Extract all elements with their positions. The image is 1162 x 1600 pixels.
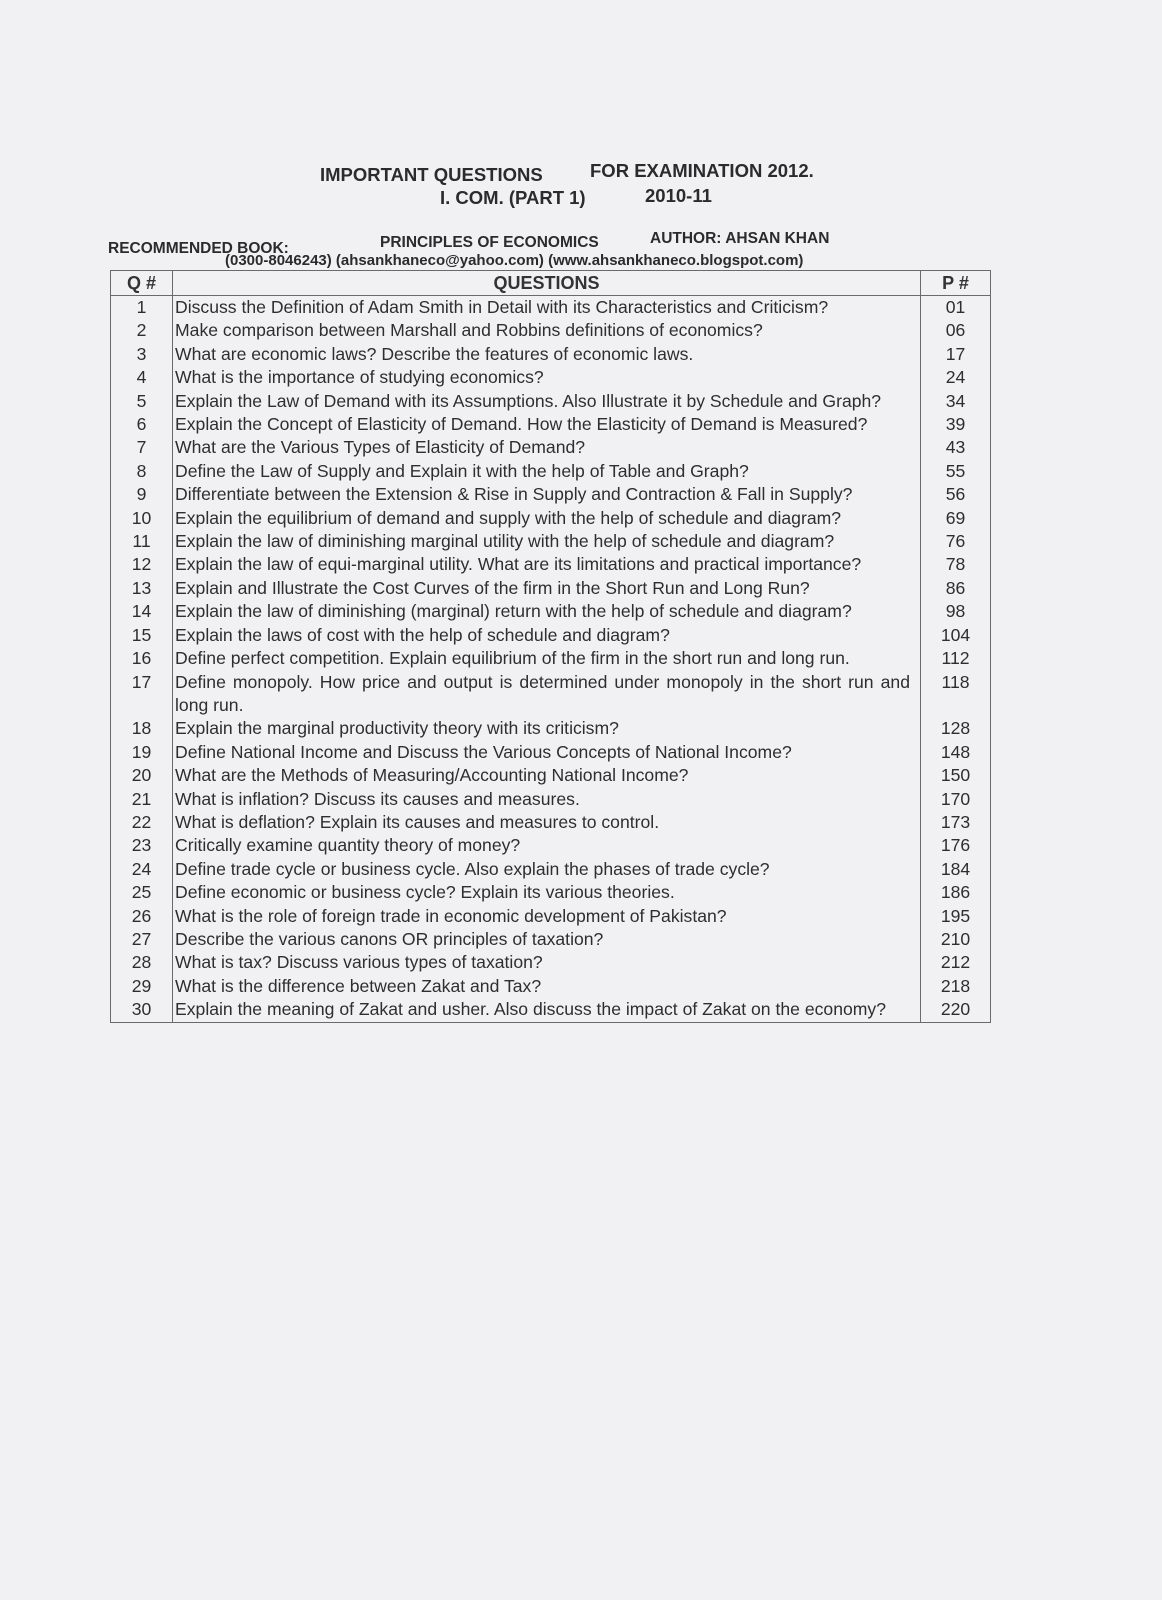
- question-text: Explain the meaning of Zakat and usher. Also discuss the impact of Zakat on the economy?: [173, 998, 921, 1022]
- column-header-qnum: Q #: [111, 271, 173, 296]
- question-number: 30: [111, 998, 173, 1022]
- question-text: What is the difference between Zakat and Tax?: [173, 975, 921, 998]
- page-number: 148: [921, 741, 991, 764]
- question-text: Define the Law of Supply and Explain it with the help of Table and Graph?: [173, 460, 921, 483]
- question-number: 14: [111, 600, 173, 623]
- question-number: 28: [111, 951, 173, 974]
- table-row: [111, 647, 991, 670]
- table-row: [111, 881, 991, 904]
- table-row: [111, 975, 991, 998]
- page-number: 78: [921, 553, 991, 576]
- table-row: [111, 834, 991, 857]
- question-text: What are economic laws? Describe the features of economic laws.: [173, 343, 921, 366]
- page-number: 06: [921, 319, 991, 342]
- table-row: [111, 741, 991, 764]
- question-number: 13: [111, 577, 173, 600]
- question-number: 16: [111, 647, 173, 670]
- question-text: Explain and Illustrate the Cost Curves of the firm in the Short Run and Long Run?: [173, 577, 921, 600]
- page-number: 220: [921, 998, 991, 1022]
- question-text: What is the role of foreign trade in economic development of Pakistan?: [173, 905, 921, 928]
- page-number: 195: [921, 905, 991, 928]
- book-name: PRINCIPLES OF ECONOMICS: [380, 234, 599, 251]
- page-number: 56: [921, 483, 991, 506]
- page-number: 55: [921, 460, 991, 483]
- question-text: Discuss the Definition of Adam Smith in Detail with its Characteristics and Criticism?: [173, 296, 921, 320]
- table-row: [111, 390, 991, 413]
- page-number: 118: [921, 671, 991, 718]
- column-header-page: P #: [921, 271, 991, 296]
- question-number: 1: [111, 296, 173, 320]
- question-text: Describe the various canons OR principles of taxation?: [173, 928, 921, 951]
- question-number: 24: [111, 858, 173, 881]
- question-text: Explain the Concept of Elasticity of Demand. How the Elasticity of Demand is Measured?: [173, 413, 921, 436]
- page-number: 150: [921, 764, 991, 787]
- table-row: [111, 905, 991, 928]
- page-number: 186: [921, 881, 991, 904]
- question-text: Define monopoly. How price and output is determined under monopoly in the short run and long run.: [173, 671, 921, 718]
- book-label: RECOMMENDED BOOK:: [108, 240, 289, 257]
- page-number: 176: [921, 834, 991, 857]
- session-label: 2010-11: [645, 185, 712, 206]
- table-row: [111, 343, 991, 366]
- question-number: 4: [111, 366, 173, 389]
- class-label: I. COM. (PART 1): [440, 187, 586, 208]
- column-header-questions: QUESTIONS: [173, 271, 921, 296]
- question-text: Explain the Law of Demand with its Assumptions. Also Illustrate it by Schedule and Graph?: [173, 390, 921, 413]
- question-number: 25: [111, 881, 173, 904]
- question-number: 18: [111, 717, 173, 740]
- question-number: 3: [111, 343, 173, 366]
- table-row: [111, 671, 991, 718]
- table-row: [111, 366, 991, 389]
- page-number: 128: [921, 717, 991, 740]
- page-number: 17: [921, 343, 991, 366]
- question-number: 10: [111, 507, 173, 530]
- question-text: What is deflation? Explain its causes and measures to control.: [173, 811, 921, 834]
- question-number: 17: [111, 671, 173, 718]
- question-text: Make comparison between Marshall and Robbins definitions of economics?: [173, 319, 921, 342]
- table-row: [111, 717, 991, 740]
- question-text: What is tax? Discuss various types of taxation?: [173, 951, 921, 974]
- question-text: What is inflation? Discuss its causes and measures.: [173, 788, 921, 811]
- table-row: [111, 507, 991, 530]
- question-text: Explain the equilibrium of demand and supply with the help of schedule and diagram?: [173, 507, 921, 530]
- table-row: [111, 624, 991, 647]
- table-row: [111, 811, 991, 834]
- question-text: Define trade cycle or business cycle. Also explain the phases of trade cycle?: [173, 858, 921, 881]
- question-number: 20: [111, 764, 173, 787]
- page-number: 43: [921, 436, 991, 459]
- question-text: Define National Income and Discuss the Various Concepts of National Income?: [173, 741, 921, 764]
- question-text: Differentiate between the Extension & Rise in Supply and Contraction & Fall in Supply?: [173, 483, 921, 506]
- question-text: Explain the law of diminishing marginal utility with the help of schedule and diagram?: [173, 530, 921, 553]
- question-number: 9: [111, 483, 173, 506]
- table-row: [111, 319, 991, 342]
- question-number: 7: [111, 436, 173, 459]
- question-number: 2: [111, 319, 173, 342]
- table-row: [111, 858, 991, 881]
- question-text: What are the Methods of Measuring/Accounting National Income?: [173, 764, 921, 787]
- question-number: 19: [111, 741, 173, 764]
- table-row: [111, 296, 991, 320]
- table-row: [111, 764, 991, 787]
- table-row: [111, 436, 991, 459]
- page-number: 112: [921, 647, 991, 670]
- table-row: [111, 928, 991, 951]
- page-number: 69: [921, 507, 991, 530]
- page-number: 104: [921, 624, 991, 647]
- questions-body: [111, 296, 991, 1023]
- author-label: AUTHOR: AHSAN KHAN: [650, 230, 830, 247]
- table-header-row: [111, 271, 991, 296]
- questions-table: [110, 270, 991, 1023]
- question-number: 12: [111, 553, 173, 576]
- question-number: 6: [111, 413, 173, 436]
- question-number: 5: [111, 390, 173, 413]
- question-number: 15: [111, 624, 173, 647]
- question-text: What is the importance of studying economics?: [173, 366, 921, 389]
- page-number: 98: [921, 600, 991, 623]
- page-number: 39: [921, 413, 991, 436]
- question-text: Explain the marginal productivity theory with its criticism?: [173, 717, 921, 740]
- page-number: 170: [921, 788, 991, 811]
- table-row: [111, 460, 991, 483]
- page-number: 01: [921, 296, 991, 320]
- question-number: 11: [111, 530, 173, 553]
- title-right: FOR EXAMINATION 2012.: [590, 160, 814, 181]
- table-row: [111, 951, 991, 974]
- page-number: 24: [921, 366, 991, 389]
- table-row: [111, 530, 991, 553]
- question-number: 29: [111, 975, 173, 998]
- table-row: [111, 553, 991, 576]
- table-row: [111, 788, 991, 811]
- question-text: Explain the law of diminishing (marginal) return with the help of schedule and diagram?: [173, 600, 921, 623]
- table-row: [111, 577, 991, 600]
- question-text: Explain the law of equi-marginal utility. What are its limitations and practical importance?: [173, 553, 921, 576]
- question-number: 22: [111, 811, 173, 834]
- question-number: 8: [111, 460, 173, 483]
- table-row: [111, 998, 991, 1022]
- page-number: 76: [921, 530, 991, 553]
- table-row: [111, 600, 991, 623]
- question-text: Define perfect competition. Explain equilibrium of the firm in the short run and long run.: [173, 647, 921, 670]
- page-number: 184: [921, 858, 991, 881]
- question-number: 26: [111, 905, 173, 928]
- question-text: Explain the laws of cost with the help of schedule and diagram?: [173, 624, 921, 647]
- page-number: 212: [921, 951, 991, 974]
- question-number: 23: [111, 834, 173, 857]
- table-row: [111, 413, 991, 436]
- page-number: 173: [921, 811, 991, 834]
- question-text: Critically examine quantity theory of money?: [173, 834, 921, 857]
- question-number: 21: [111, 788, 173, 811]
- page-number: 34: [921, 390, 991, 413]
- table-row: [111, 483, 991, 506]
- title-left: IMPORTANT QUESTIONS: [320, 164, 543, 185]
- page-number: 86: [921, 577, 991, 600]
- question-text: What are the Various Types of Elasticity of Demand?: [173, 436, 921, 459]
- page-number: 210: [921, 928, 991, 951]
- contact-line: (0300-8046243) (ahsankhaneco@yahoo.com) (www.ahsankhaneco.blogspot.com): [225, 252, 804, 269]
- question-text: Define economic or business cycle? Explain its various theories.: [173, 881, 921, 904]
- question-number: 27: [111, 928, 173, 951]
- page-number: 218: [921, 975, 991, 998]
